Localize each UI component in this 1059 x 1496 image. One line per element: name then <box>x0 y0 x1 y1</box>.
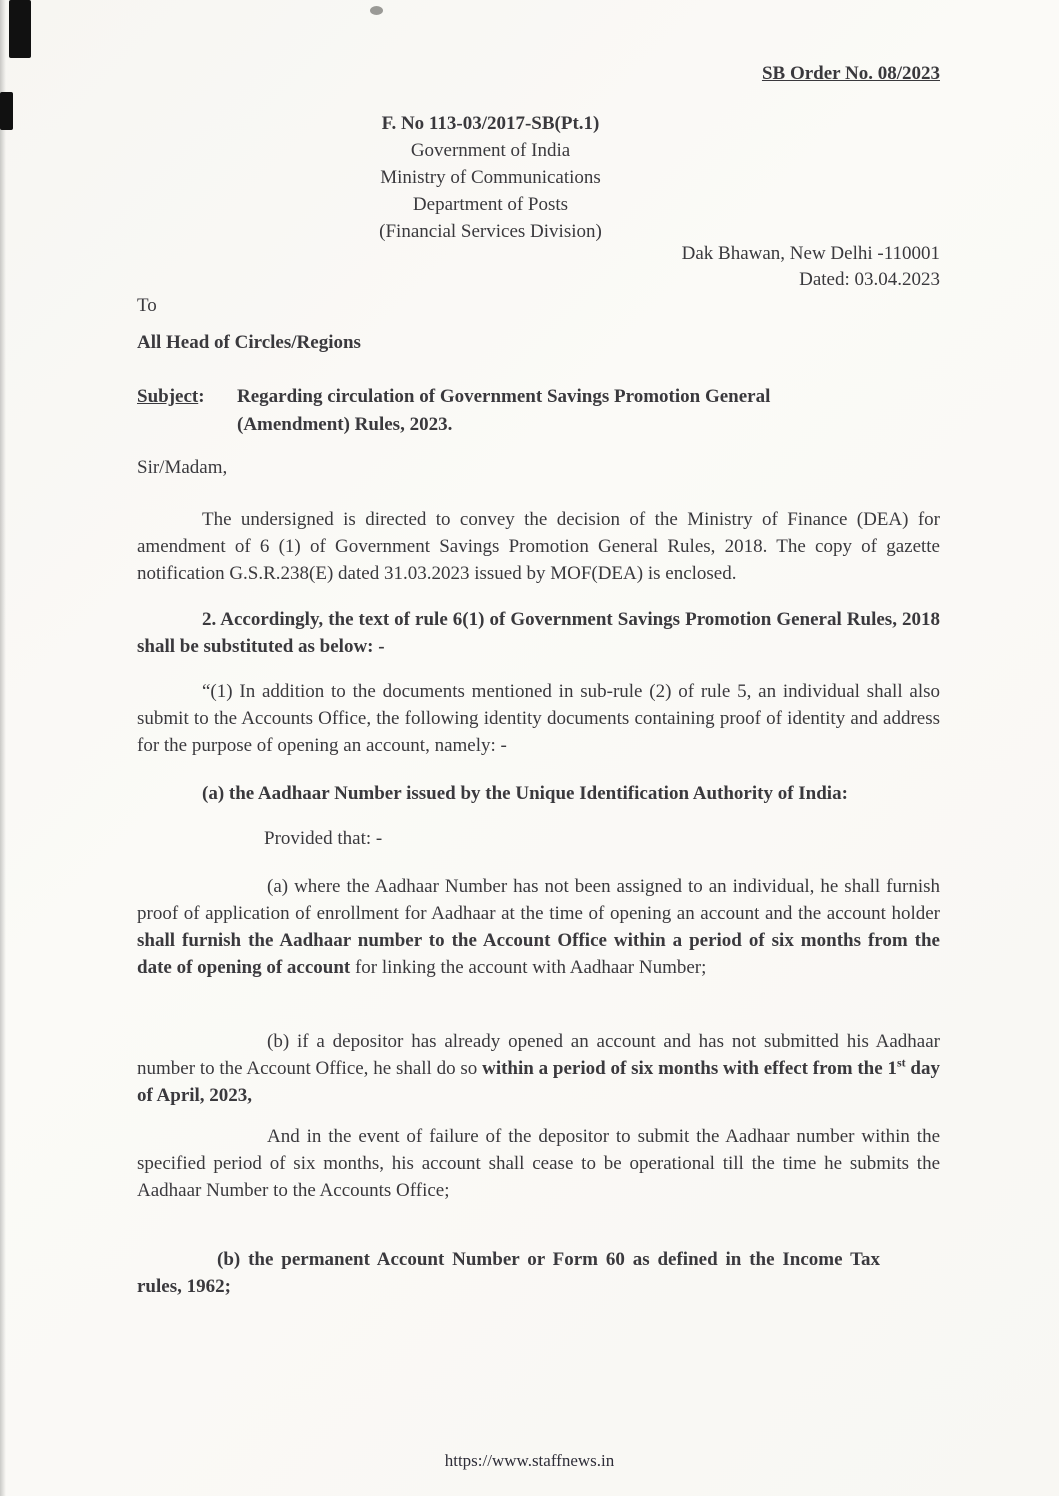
salutation: Sir/Madam, <box>137 457 228 478</box>
paragraph-failure-consequence: And in the event of failure of the depositor to submit the Aadhaar number within the specified period of six months, his account shall cease to be operational till the time he submits the Aadhaar Number to the Accounts Office; <box>137 1126 940 1201</box>
proviso-b-superscript: st <box>896 1055 906 1070</box>
paragraph-rule-substitution: 2. Accordingly, the text of rule 6(1) of Government Savings Promotion General Rules, 2018 shall be substituted as below: - <box>137 609 940 657</box>
footer-link[interactable]: https://www.staffnews.in <box>444 1451 615 1470</box>
paragraph-intro: The undersigned is directed to convey the decision of the Ministry of Finance (DEA) for amendment of 6 (1) of Government Savings Promotion General Rules, 2018. The copy of gazette notification G.S.R.238(E) dated 31.03.2023 issued by MOF(DEA) is enclosed. <box>137 509 940 584</box>
scan-artifact <box>9 0 31 58</box>
letterhead-line-division: (Financial Services Division) <box>379 221 602 242</box>
letterhead <box>137 110 940 245</box>
proviso-b-text-1: (b) if a depositor has already opened an account and has not submitted his Aadhaar number to the Account Office, he shall do so <box>137 1031 940 1079</box>
addressee: All Head of Circles/Regions <box>137 332 361 353</box>
subject-text: Regarding circulation of Government Savings Promotion General (Amendment) Rules, 2023. <box>237 386 771 435</box>
file-number: F. No 113-03/2017-SB(Pt.1) <box>381 113 600 134</box>
proviso-b-bold-2: day of April, 2023, <box>137 1058 940 1106</box>
paragraph-proviso-a <box>137 873 940 981</box>
letterhead-line-department: Department of Posts <box>412 194 569 215</box>
paragraph-proviso-b <box>137 1028 940 1109</box>
subject-label-wrap <box>137 383 237 439</box>
sb-order-number: SB Order No. 08/2023 <box>761 63 940 84</box>
proviso-a-text-1: (a) where the Aadhaar Number has not been assigned to an individual, he shall furnish proof of application of enrollment for Aadhaar at the time of opening an account and the account holder <box>137 876 940 924</box>
letter-body <box>137 0 940 1300</box>
subject-colon: : <box>198 386 205 407</box>
subject-label: Subject <box>137 386 199 407</box>
scan-artifact <box>0 92 13 130</box>
paragraph-subrule-text: “(1) In addition to the documents mentioned in sub-rule (2) of rule 5, an individual shall also submit to the Accounts Office, the following identity documents containing proof of identity and address for the purpose of opening an account, namely: - <box>137 681 940 756</box>
letterhead-line-government: Government of India <box>410 140 571 161</box>
subject-block <box>137 383 940 439</box>
clause-b-heading: (b) the permanent Account Number or Form 60 as defined in the Income Tax rules, 1962; <box>137 1249 880 1297</box>
scan-edge-shadow <box>0 0 6 1496</box>
clause-a-heading: (a) the Aadhaar Number issued by the Unique Identification Authority of India: <box>202 783 848 804</box>
place-line: Dak Bhawan, New Delhi -110001 <box>681 243 940 264</box>
proviso-a-text-2: for linking the account with Aadhaar Number; <box>350 957 707 978</box>
provided-that: Provided that: - <box>264 828 383 849</box>
date-line: Dated: 03.04.2023 <box>799 269 940 290</box>
proviso-a-bold: shall furnish the Aadhaar number to the Account Office within a period of six months from the date of opening of account <box>137 930 940 978</box>
footer <box>0 1451 1059 1471</box>
to-label: To <box>137 295 157 316</box>
place-date-block <box>137 241 940 293</box>
letterhead-line-ministry: Ministry of Communications <box>380 167 601 188</box>
proviso-b-bold-1: within a period of six months with effect from the 1 <box>482 1058 897 1079</box>
